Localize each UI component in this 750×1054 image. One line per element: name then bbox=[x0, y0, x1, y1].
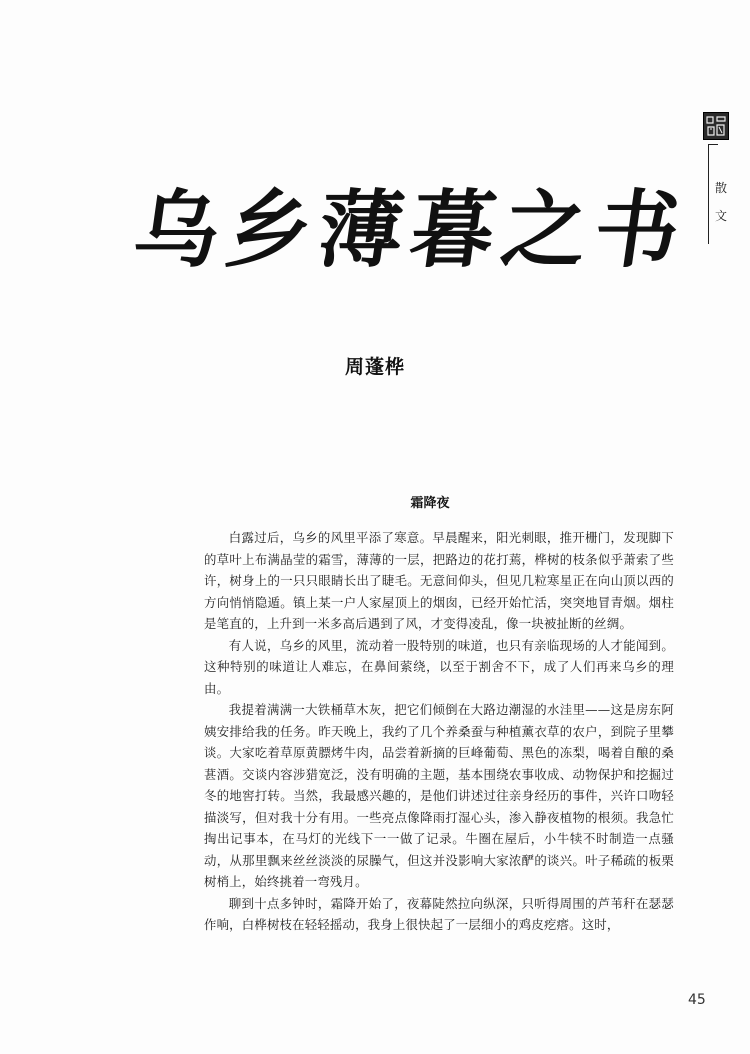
category-char-2: 文 bbox=[714, 209, 727, 223]
seal-icon bbox=[703, 112, 729, 140]
category-char-1: 散 bbox=[714, 181, 727, 195]
paragraph: 白露过后，乌乡的风里平添了寒意。早晨醒来，阳光刺眼，推开栅门，发现脚下的草叶上布满晶莹的霜雪，薄薄的一层，把路边的花打蔫，桦树的枝条似乎萧索了些许，树身上的一只只眼睛长出了睫毛。无意间仰头，但见几粒寒星正在向山顶以西的方向悄悄隐遁。镇上某一户人家屋顶上的烟囱，已经开始忙活，突突地冒青烟。烟柱是笔直的，上升到一米多高后遇到了风，才变得凌乱，像一块被扯断的丝绸。 bbox=[204, 530, 674, 631]
paragraph: 有人说，乌乡的风里，流动着一股特别的味道，也只有亲临现场的人才能闻到。这种特别的味道让人难忘，在鼻间萦绕，以至于割舍不下，成了人们再来乌乡的理由。 bbox=[204, 637, 674, 696]
page-number: 45 bbox=[688, 992, 706, 1008]
paragraph: 聊到十点多钟时，霜降开始了，夜幕陡然拉向纵深，只听得周围的芦苇秆在瑟瑟作响，白桦树枝在轻轻摇动，我身上很快起了一层细小的鸡皮疙瘩。这时， bbox=[204, 895, 674, 932]
article-body bbox=[204, 527, 674, 936]
section-heading: 霜降夜 bbox=[410, 496, 450, 511]
category-label bbox=[711, 174, 731, 230]
tab-divider bbox=[708, 144, 718, 145]
tab-rule bbox=[708, 144, 709, 244]
article-title: 乌乡薄暮之书 bbox=[128, 180, 695, 279]
paragraph: 我提着满满一大铁桶草木灰，把它们倾倒在大路边潮湿的水洼里——这是房东阿姨安排给我的任务。昨天晚上，我约了几个养桑蚕与种植薰衣草的农户，到院子里攀谈。大家吃着草原黄膘烤牛肉，品尝着新摘的巨峰葡萄、黑色的冻梨，喝着自酿的桑葚酒。交谈内容涉猎宽泛，没有明确的主题，基本围绕农事收成、动物保护和挖掘过冬的地窖打转。当然，我最感兴趣的，是他们讲述过往亲身经历的事件，兴许口吻轻描淡写，但对我十分有用。一些亮点像降雨打湿心头，渗入静夜植物的根须。我急忙掏出记事本，在马灯的光线下一一做了记录。牛圈在屋后，小牛犊不时制造一点骚动，从那里飘来丝丝淡淡的尿臊气，但这并没影响大家浓酽的谈兴。叶子稀疏的板栗树梢上，始终挑着一弯残月。 bbox=[204, 702, 674, 889]
author-name: 周蓬桦 bbox=[344, 356, 405, 378]
category-tab bbox=[703, 112, 733, 252]
